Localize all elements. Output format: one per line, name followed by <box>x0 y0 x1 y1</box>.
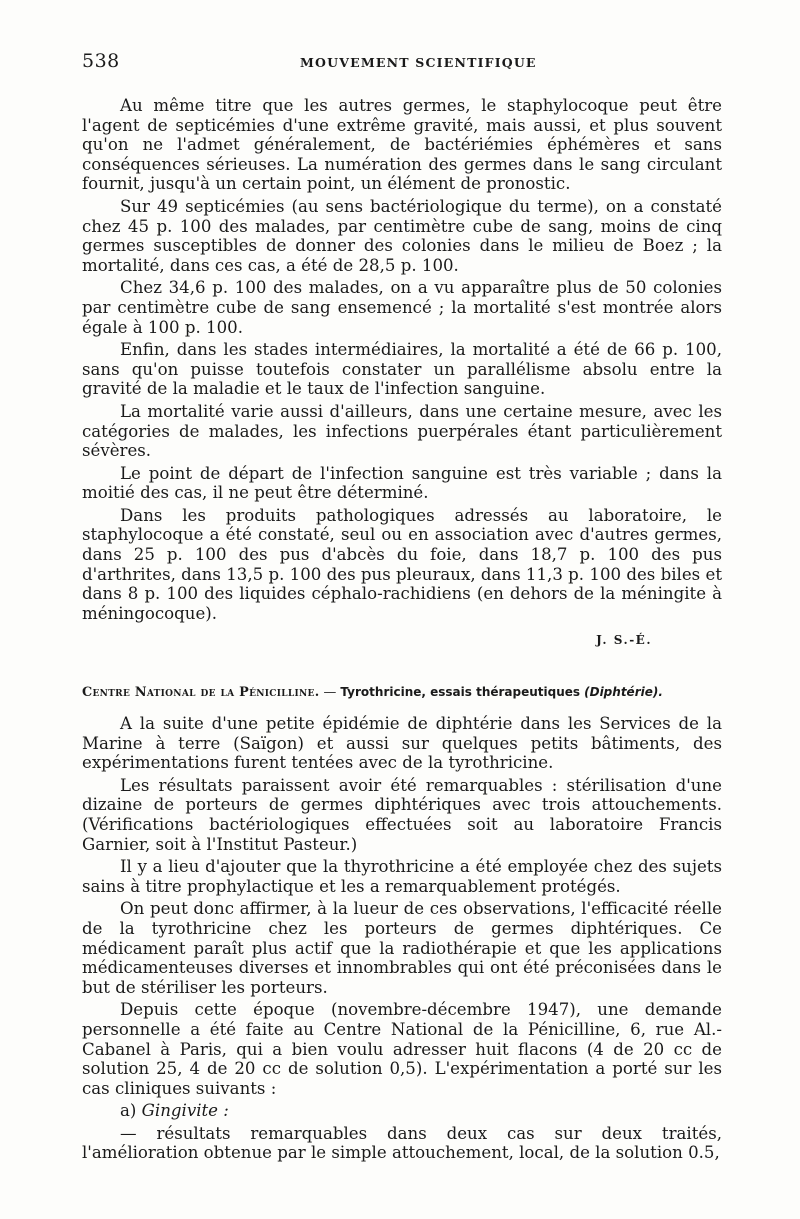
article-heading <box>82 685 732 700</box>
page-number: 538 <box>82 50 120 72</box>
author-signature: J. S.-É. <box>596 633 652 648</box>
paragraph: Au même titre que les autres germes, le staphylocoque peut être l'agent de septicémies d'une extrême gravité, mais aussi, et plus souvent qu'on ne l'admet généralement, de bactériémies éphémères et sans conséquences sérieuses. La numération des germes dans le sang circulant fournit, jusqu'à un certain point, un élément de pronostic. <box>82 96 722 194</box>
list-marker: a) <box>120 1101 137 1121</box>
paragraph: La mortalité varie aussi d'ailleurs, dans une certaine mesure, avec les catégories de malades, les infections puerpérales étant particulièrement sévères. <box>82 401 722 461</box>
paragraph: On peut donc affirmer, à la lueur de ces observations, l'efficacité réelle de la tyrothricine chez les porteurs de germes diphtériques. Ce médicament paraît plus actif que la radiothérapie et que les applications médicamenteuses diverses et innombrables qui ont été préconisées dans le but de stériliser les porteurs. <box>82 899 722 997</box>
heading-subject: (Diphtérie). <box>584 685 663 699</box>
paragraph: A la suite d'une petite épidémie de diphtérie dans les Services de la Marine à terre (Saïgon) et aussi sur quelques petits bâtiments, des expérimentations furent tentées avec de la tyrothricine. <box>82 714 722 773</box>
paragraph: Depuis cette époque (novembre-décembre 1947), une demande personnelle a été faite au Centre National de la Pénicilline, 6, rue Al.-Cabanel à Paris, qui a bien voulu adresser huit flacons (4 de 20 cc de solution 25, 4 de 20 cc de solution 0,5). L'expérimentation a porté sur les cas cliniques suivants : <box>82 1000 722 1098</box>
paragraph: Chez 34,6 p. 100 des malades, on a vu apparaître plus de 50 colonies par centimètre cube de sang ensemencé ; la mortalité s'est montrée alors égale à 100 p. 100. <box>82 278 722 337</box>
article-tyrothricine <box>82 714 722 1166</box>
paragraph: Dans les produits pathologiques adressés au laboratoire, le staphylocoque a été constaté, seul ou en association avec d'autres germes, dans 25 p. 100 des pus d'abcès du foie, dans 18,7 p. 100 des pus d'arthrites, dans 13,5 p. 100 des pus pleuraux, dans 11,3 p. 100 des biles et dans 8 p. 100 des liquides céphalo-rachidiens (en dehors de la méningite à méningocoque). <box>82 505 722 623</box>
paragraph: — résultats remarquables dans deux cas sur deux traités, l'amélioration obtenue par le simple attouchement, local, de la solution 0.5, <box>82 1123 722 1163</box>
paragraph: Enfin, dans les stades intermédiaires, la mortalité a été de 66 p. 100, sans qu'on puisse toutefois constater un parallélisme absolu entre la gravité de la maladie et le taux de l'infection sanguine. <box>82 340 722 399</box>
list-label-text: Gingivite : <box>141 1101 229 1121</box>
running-title: MOUVEMENT SCIENTIFIQUE <box>300 55 537 70</box>
heading-dash: — <box>319 685 341 700</box>
page-header <box>82 50 722 76</box>
paragraph: Le point de départ de l'infection sanguine est très variable ; dans la moitié des cas, il ne peut être déterminé. <box>82 463 722 503</box>
paragraph: Sur 49 septicémies (au sens bactériologique du terme), on a constaté chez 45 p. 100 des malades, par centimètre cube de sang, moins de cinq germes susceptibles de donner des colonies dans le milieu de Boez ; la mortalité, dans ces cas, a été de 28,5 p. 100. <box>82 196 722 275</box>
paragraph: Il y a lieu d'ajouter que la thyrothricine a été employée chez des sujets sains à titre prophylactique et les a remarquablement protégés. <box>82 857 722 896</box>
article-staphylocoque <box>82 96 722 651</box>
heading-organization: Centre National de la Pénicilline. <box>82 685 320 700</box>
heading-title: Tyrothricine, essais thérapeutiques <box>340 685 581 699</box>
list-item-label <box>82 1101 722 1121</box>
paragraph: Les résultats paraissent avoir été remarquables : stérilisation d'une dizaine de porteurs de germes diphtériques avec trois attouchements. (Vérifications bactériologiques effectuées soit au laboratoire Francis Garnier, soit à l'Institut Pasteur.) <box>82 775 722 854</box>
